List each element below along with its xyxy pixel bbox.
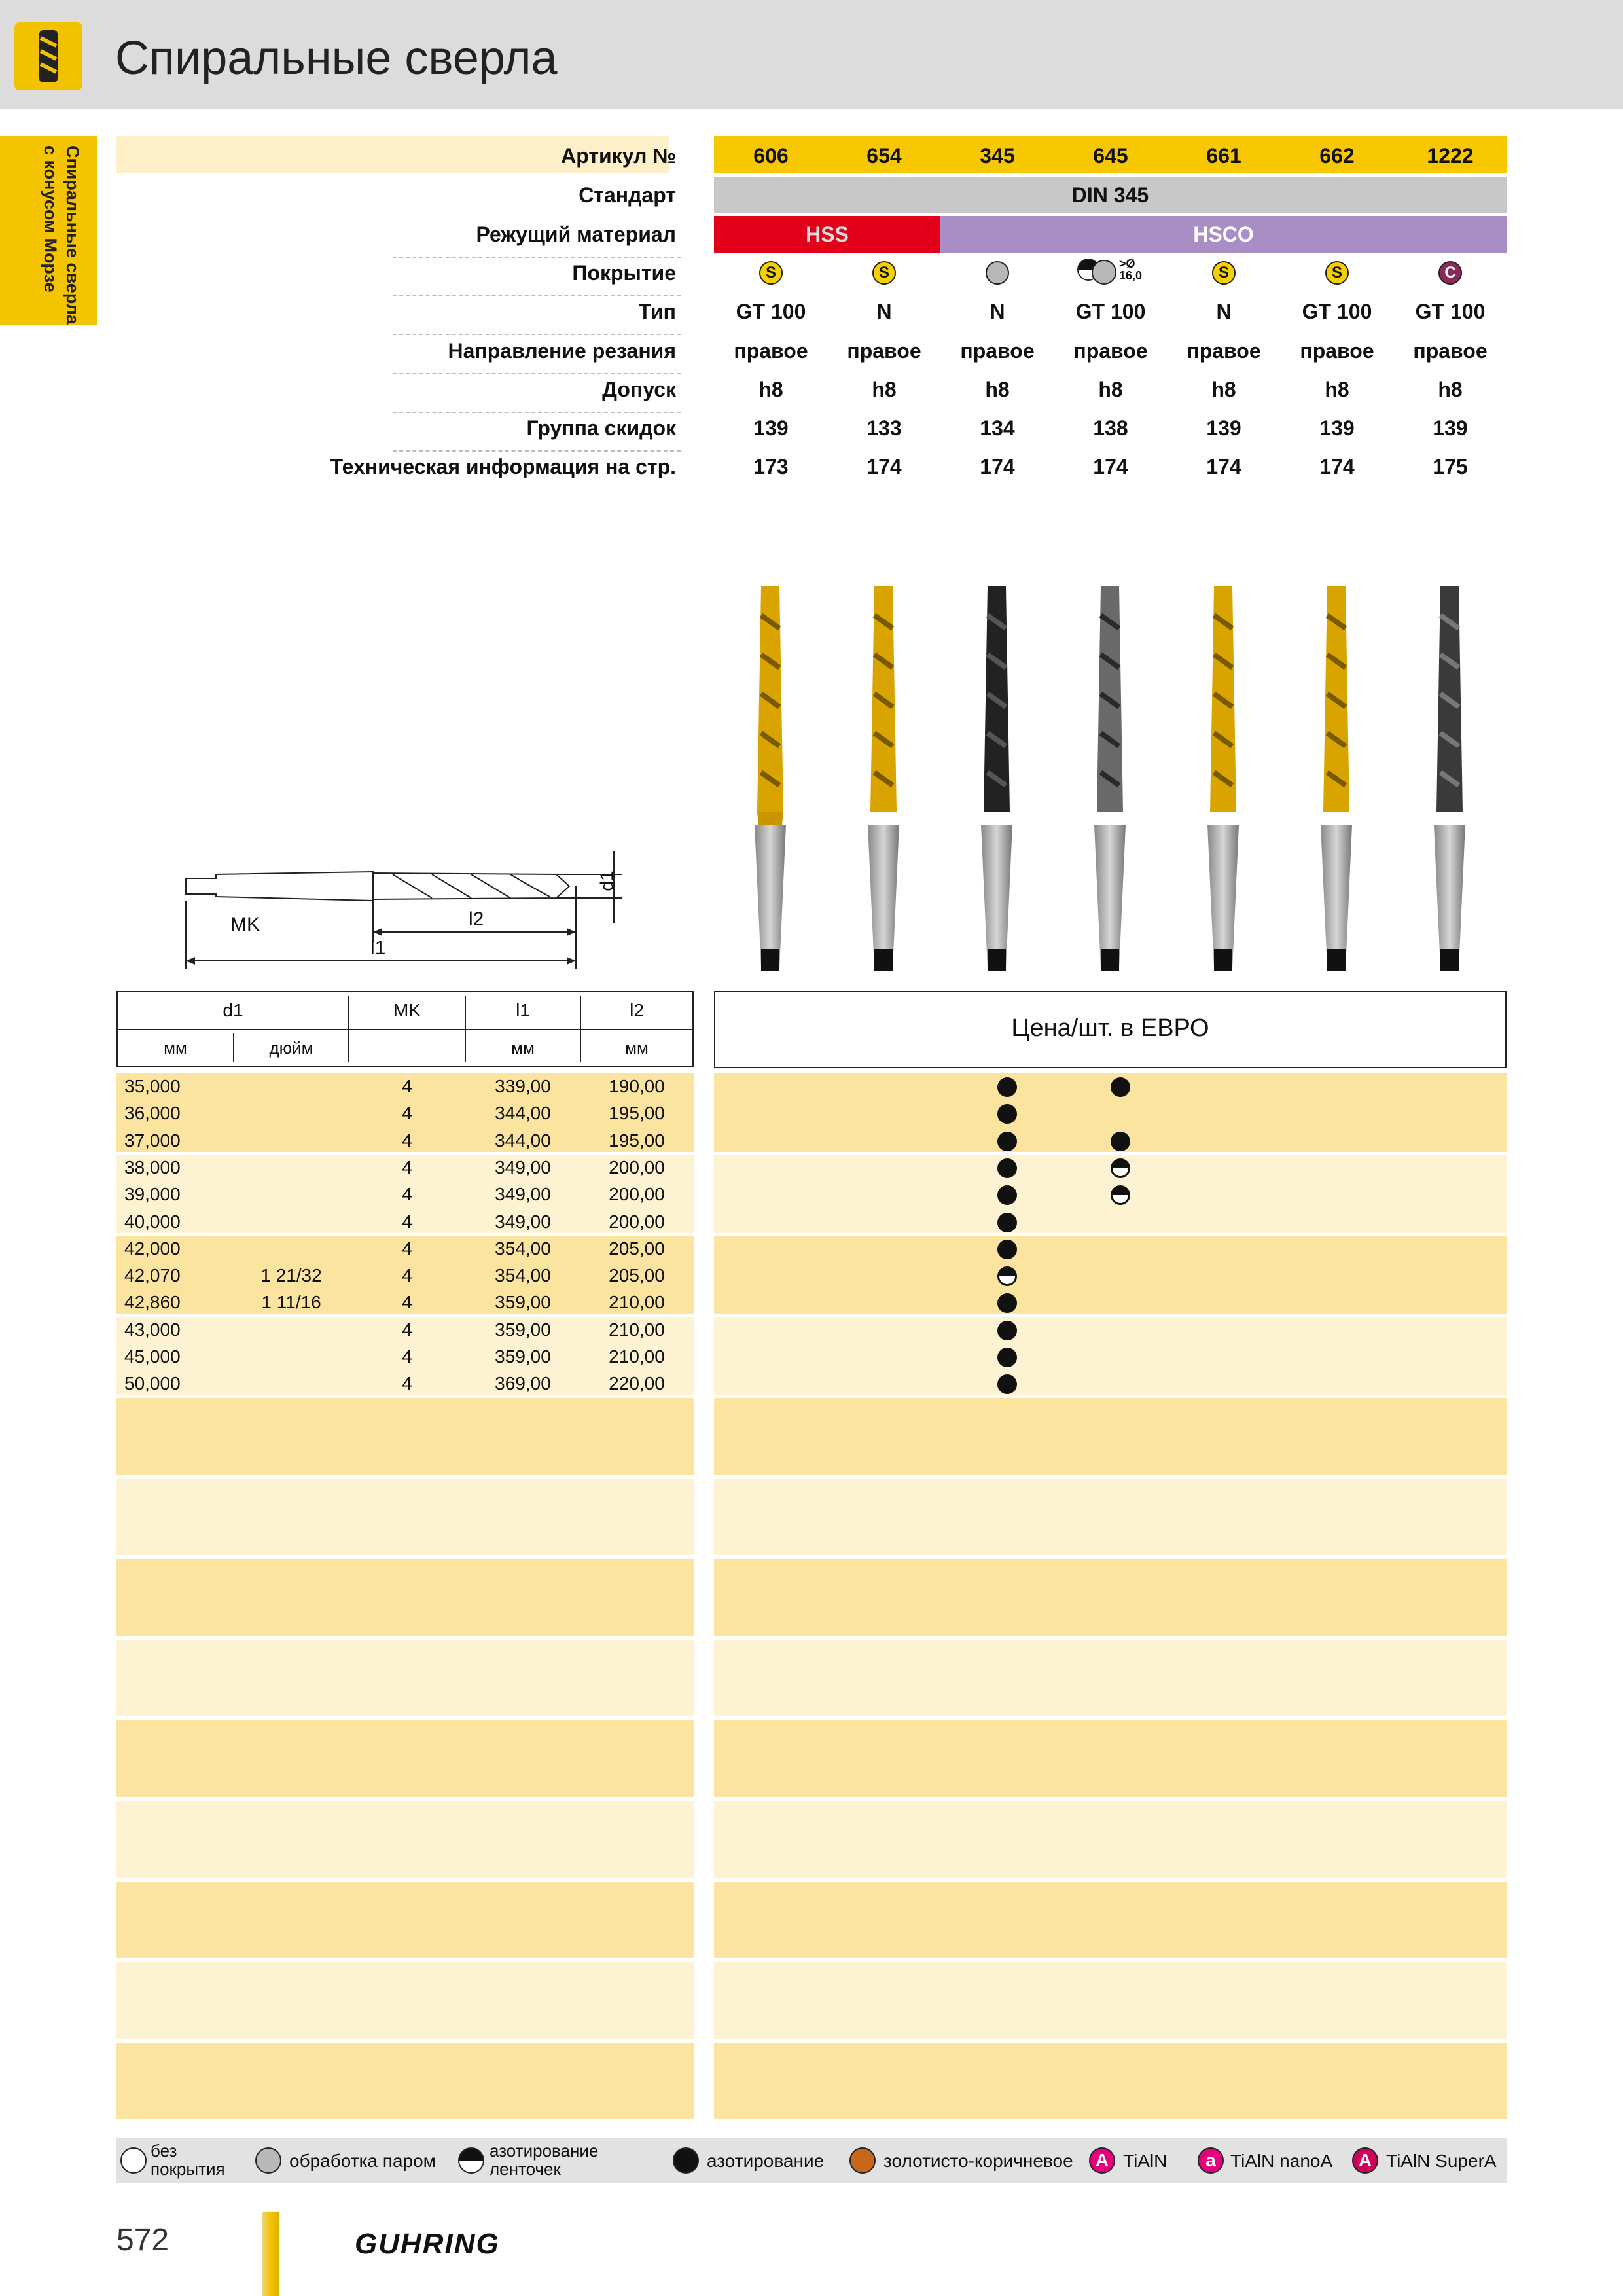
cell-l1: 369,00 [495, 1373, 551, 1394]
table-row-band [714, 1801, 1507, 1877]
tolerance-value: h8 [1325, 378, 1349, 401]
cell-l2: 220,00 [609, 1373, 665, 1394]
uncoated-icon [120, 2147, 147, 2174]
cell-mk: 4 [402, 1319, 412, 1340]
discount-value: 133 [866, 416, 902, 440]
cell-d1: 50,000 [124, 1373, 181, 1394]
cell-l1: 339,00 [495, 1076, 551, 1096]
side-tab-line1: Спиральные сверла [63, 145, 82, 325]
section-side-tab [0, 136, 97, 325]
drill-662-image [1321, 586, 1352, 971]
drill-1222-image [1434, 586, 1465, 971]
header-l2: l2 [630, 1000, 644, 1020]
steam-icon [255, 2147, 281, 2174]
type-value: N [1216, 300, 1232, 323]
header-d1: d1 [223, 1000, 243, 1020]
label-tolerance: Допуск [602, 378, 676, 401]
tech-page-link[interactable]: 174 [866, 455, 902, 478]
cell-l1: 359,00 [495, 1319, 551, 1340]
drawing-l2-label: l2 [469, 908, 484, 930]
cell-d1: 38,000 [124, 1157, 181, 1177]
table-row-band [714, 1236, 1507, 1314]
direction-value: правое [960, 339, 1035, 363]
direction-value: правое [734, 339, 808, 363]
cell-l2: 205,00 [609, 1238, 665, 1259]
coating-steam-icon [1092, 260, 1116, 285]
divider [393, 295, 681, 296]
unit-l2: мм [625, 1038, 649, 1058]
table-row-band [116, 1398, 694, 1475]
cell-l1: 354,00 [495, 1238, 551, 1259]
cell-l1: 349,00 [495, 1184, 551, 1205]
tolerance-value: h8 [1211, 378, 1236, 401]
type-value: N [990, 300, 1005, 323]
table-row-band [714, 1720, 1507, 1797]
cell-l1: 359,00 [495, 1346, 551, 1367]
cell-l2: 195,00 [609, 1103, 665, 1124]
coating-tin-icon: S [872, 261, 896, 285]
divider [393, 412, 681, 413]
brand-logo: GUHRING [355, 2228, 500, 2260]
table-row-band [714, 1640, 1507, 1716]
direction-value: правое [1300, 339, 1374, 363]
standard-value: DIN 345 [1071, 183, 1149, 207]
coating-steam-icon [986, 261, 1009, 285]
availability-dot [997, 1266, 1017, 1286]
tolerance-value: h8 [872, 378, 897, 401]
material-hss: HSS [806, 223, 849, 246]
tolerance-value: h8 [985, 378, 1010, 401]
cell-mk: 4 [402, 1157, 412, 1177]
price-header: Цена/шт. в ЕВРО [1011, 1014, 1209, 1042]
table-row-band [714, 1962, 1507, 2039]
cell-l2: 200,00 [609, 1211, 665, 1232]
gold-brown-icon [849, 2147, 876, 2174]
divider [393, 334, 681, 335]
legend-uncoated: без покрытия [151, 2141, 225, 2179]
article-345: 345 [980, 144, 1015, 168]
drill-661-image [1207, 586, 1239, 971]
table-row-band [116, 1720, 694, 1797]
cell-mk: 4 [402, 1130, 412, 1151]
table-row-band [116, 1882, 694, 1958]
nitrided-icon [673, 2147, 699, 2174]
unit-l1: мм [511, 1038, 535, 1058]
label-discount: Группа скидок [526, 416, 676, 440]
unit-d1-mm: мм [164, 1038, 187, 1058]
footer-accent-bar [262, 2212, 279, 2296]
availability-dot [997, 1077, 1017, 1097]
table-row-band [116, 1559, 694, 1636]
label-standard: Стандарт [579, 183, 676, 207]
cell-d1: 36,000 [124, 1103, 181, 1124]
tialn-icon: A [1089, 2147, 1115, 2174]
availability-dot [1111, 1132, 1130, 1151]
table-row-band [116, 1801, 694, 1877]
cell-d1: 35,000 [124, 1076, 181, 1096]
divider [118, 1029, 692, 1030]
availability-dot [1111, 1185, 1130, 1205]
cell-mk: 4 [402, 1211, 412, 1232]
table-row-band [714, 1398, 1507, 1475]
cell-l1: 359,00 [495, 1292, 551, 1313]
tolerance-value: h8 [1098, 378, 1123, 401]
type-value: GT 100 [1415, 300, 1486, 323]
cell-mk: 4 [402, 1265, 412, 1286]
article-661: 661 [1206, 144, 1241, 168]
availability-dot [997, 1348, 1017, 1367]
material-hsco: HSCO [1193, 223, 1254, 246]
availability-dot [1111, 1158, 1130, 1178]
availability-dot [997, 1240, 1017, 1259]
cell-d1: 40,000 [124, 1211, 181, 1232]
table-row-band [714, 1559, 1507, 1636]
direction-value: правое [1413, 339, 1488, 363]
direction-value: правое [1073, 339, 1148, 363]
divider [393, 450, 681, 452]
cell-d1: 42,000 [124, 1238, 181, 1259]
cell-l1: 354,00 [495, 1265, 551, 1286]
coating-ticn-icon: C [1438, 261, 1462, 285]
cell-mk: 4 [402, 1103, 412, 1124]
cell-l2: 210,00 [609, 1346, 665, 1367]
side-tab-line2: с конусом Морзе [41, 145, 60, 293]
tech-page-link[interactable]: 175 [1433, 455, 1468, 478]
tech-page-link[interactable]: 174 [1206, 455, 1241, 478]
drill-dimension-drawing [177, 851, 635, 969]
cell-d1: 43,000 [124, 1319, 181, 1340]
discount-value: 139 [1319, 416, 1355, 440]
coating-tin-icon: S [1325, 261, 1349, 285]
tech-page-link[interactable]: 174 [1093, 455, 1128, 478]
table-row-band [116, 1962, 694, 2039]
availability-dot [997, 1158, 1017, 1178]
cell-l2: 195,00 [609, 1130, 665, 1151]
cell-d1: 37,000 [124, 1130, 181, 1151]
legend-nitrided: азотирование [707, 2151, 825, 2171]
cell-d1: 39,000 [124, 1184, 181, 1205]
table-row-band [714, 1882, 1507, 1958]
tialn-nano-icon: a [1198, 2147, 1224, 2174]
legend-gold-brown: золотисто-коричневое [883, 2151, 1073, 2171]
label-direction: Направление резания [448, 339, 676, 363]
legend-tialn-nano: TiAlN nanoA [1230, 2151, 1333, 2171]
nitrided-land-icon [458, 2147, 484, 2174]
cell-d1: 42,860 [124, 1292, 181, 1313]
legend-nitrided-land: азотирование ленточек [490, 2141, 599, 2179]
type-value: N [876, 300, 892, 323]
article-1222: 1222 [1427, 144, 1474, 168]
table-row-band [714, 2043, 1507, 2119]
availability-dot [997, 1213, 1017, 1232]
label-tech-page: Техническая информация на стр. [330, 455, 676, 478]
cell-inch: 1 11/16 [261, 1292, 321, 1313]
cell-l2: 210,00 [609, 1292, 665, 1313]
availability-dot [997, 1321, 1017, 1340]
divider [393, 257, 681, 258]
drawing-d1-label: d1 [596, 870, 617, 891]
cell-l2: 200,00 [609, 1184, 665, 1205]
availability-dot [1111, 1077, 1130, 1097]
availability-dot [997, 1132, 1017, 1151]
cell-mk: 4 [402, 1076, 412, 1096]
tech-page-link[interactable]: 174 [980, 455, 1015, 478]
drill-654-image [868, 586, 899, 971]
discount-value: 139 [753, 416, 789, 440]
cell-l2: 210,00 [609, 1319, 665, 1340]
legend-steam: обработка паром [289, 2151, 436, 2171]
table-row-band [116, 2043, 694, 2119]
tialn-super-icon: A [1352, 2147, 1378, 2174]
cell-l1: 349,00 [495, 1211, 551, 1232]
drill-logo-icon [14, 22, 82, 90]
cell-l2: 200,00 [609, 1157, 665, 1177]
legend-tialn-super: TiAlN SuperA [1386, 2151, 1497, 2171]
tech-page-link[interactable]: 173 [753, 455, 789, 478]
table-row-band [116, 1640, 694, 1716]
table-row-band [116, 1479, 694, 1555]
label-coating: Покрытие [572, 261, 676, 285]
drill-345-image [981, 586, 1012, 971]
cell-l1: 349,00 [495, 1157, 551, 1177]
header-mk: MK [393, 1000, 421, 1020]
drill-645-image [1094, 586, 1126, 971]
discount-value: 134 [980, 416, 1015, 440]
page-title: Спиральные сверла [115, 32, 558, 84]
table-row-band [714, 1317, 1507, 1395]
type-value: GT 100 [1075, 300, 1146, 323]
cell-l2: 205,00 [609, 1265, 665, 1286]
article-654: 654 [866, 144, 902, 168]
tolerance-value: h8 [758, 378, 783, 401]
cell-inch: 1 21/32 [260, 1265, 322, 1286]
article-662: 662 [1319, 144, 1355, 168]
drill-606-image [755, 586, 786, 971]
header-l1: l1 [516, 1000, 530, 1020]
type-value: GT 100 [736, 300, 806, 323]
drawing-l1-label: l1 [370, 937, 386, 959]
label-material: Режущий материал [476, 223, 676, 246]
drawing-mk-label: MK [230, 914, 260, 935]
direction-value: правое [1186, 339, 1261, 363]
cell-l2: 190,00 [609, 1076, 665, 1096]
cell-mk: 4 [402, 1184, 412, 1205]
label-type: Тип [638, 300, 676, 323]
cell-d1: 42,070 [124, 1265, 181, 1286]
cell-mk: 4 [402, 1238, 412, 1259]
coating-tin-icon: S [759, 261, 783, 285]
drill-images [714, 576, 1507, 975]
unit-d1-inch: дюйм [269, 1038, 313, 1058]
discount-value: 139 [1206, 416, 1241, 440]
coating-size-note: >Ø 16,0 [1119, 257, 1143, 282]
legend-tialn: TiAlN [1123, 2151, 1168, 2171]
direction-value: правое [847, 339, 921, 363]
cell-mk: 4 [402, 1346, 412, 1367]
cell-mk: 4 [402, 1373, 412, 1394]
cell-d1: 45,000 [124, 1346, 181, 1367]
article-606: 606 [753, 144, 789, 168]
table-row-band [714, 1479, 1507, 1555]
cell-mk: 4 [402, 1292, 412, 1313]
tech-page-link[interactable]: 174 [1319, 455, 1355, 478]
cell-l1: 344,00 [495, 1103, 551, 1124]
coating-tin-icon: S [1212, 261, 1236, 285]
tolerance-value: h8 [1438, 378, 1463, 401]
article-645: 645 [1093, 144, 1128, 168]
discount-value: 139 [1433, 416, 1468, 440]
discount-value: 138 [1093, 416, 1128, 440]
cell-l1: 344,00 [495, 1130, 551, 1151]
type-value: GT 100 [1302, 300, 1372, 323]
divider [393, 373, 681, 374]
label-article: Артикул № [561, 144, 676, 168]
availability-dot [997, 1185, 1017, 1205]
page-number: 572 [116, 2223, 169, 2257]
